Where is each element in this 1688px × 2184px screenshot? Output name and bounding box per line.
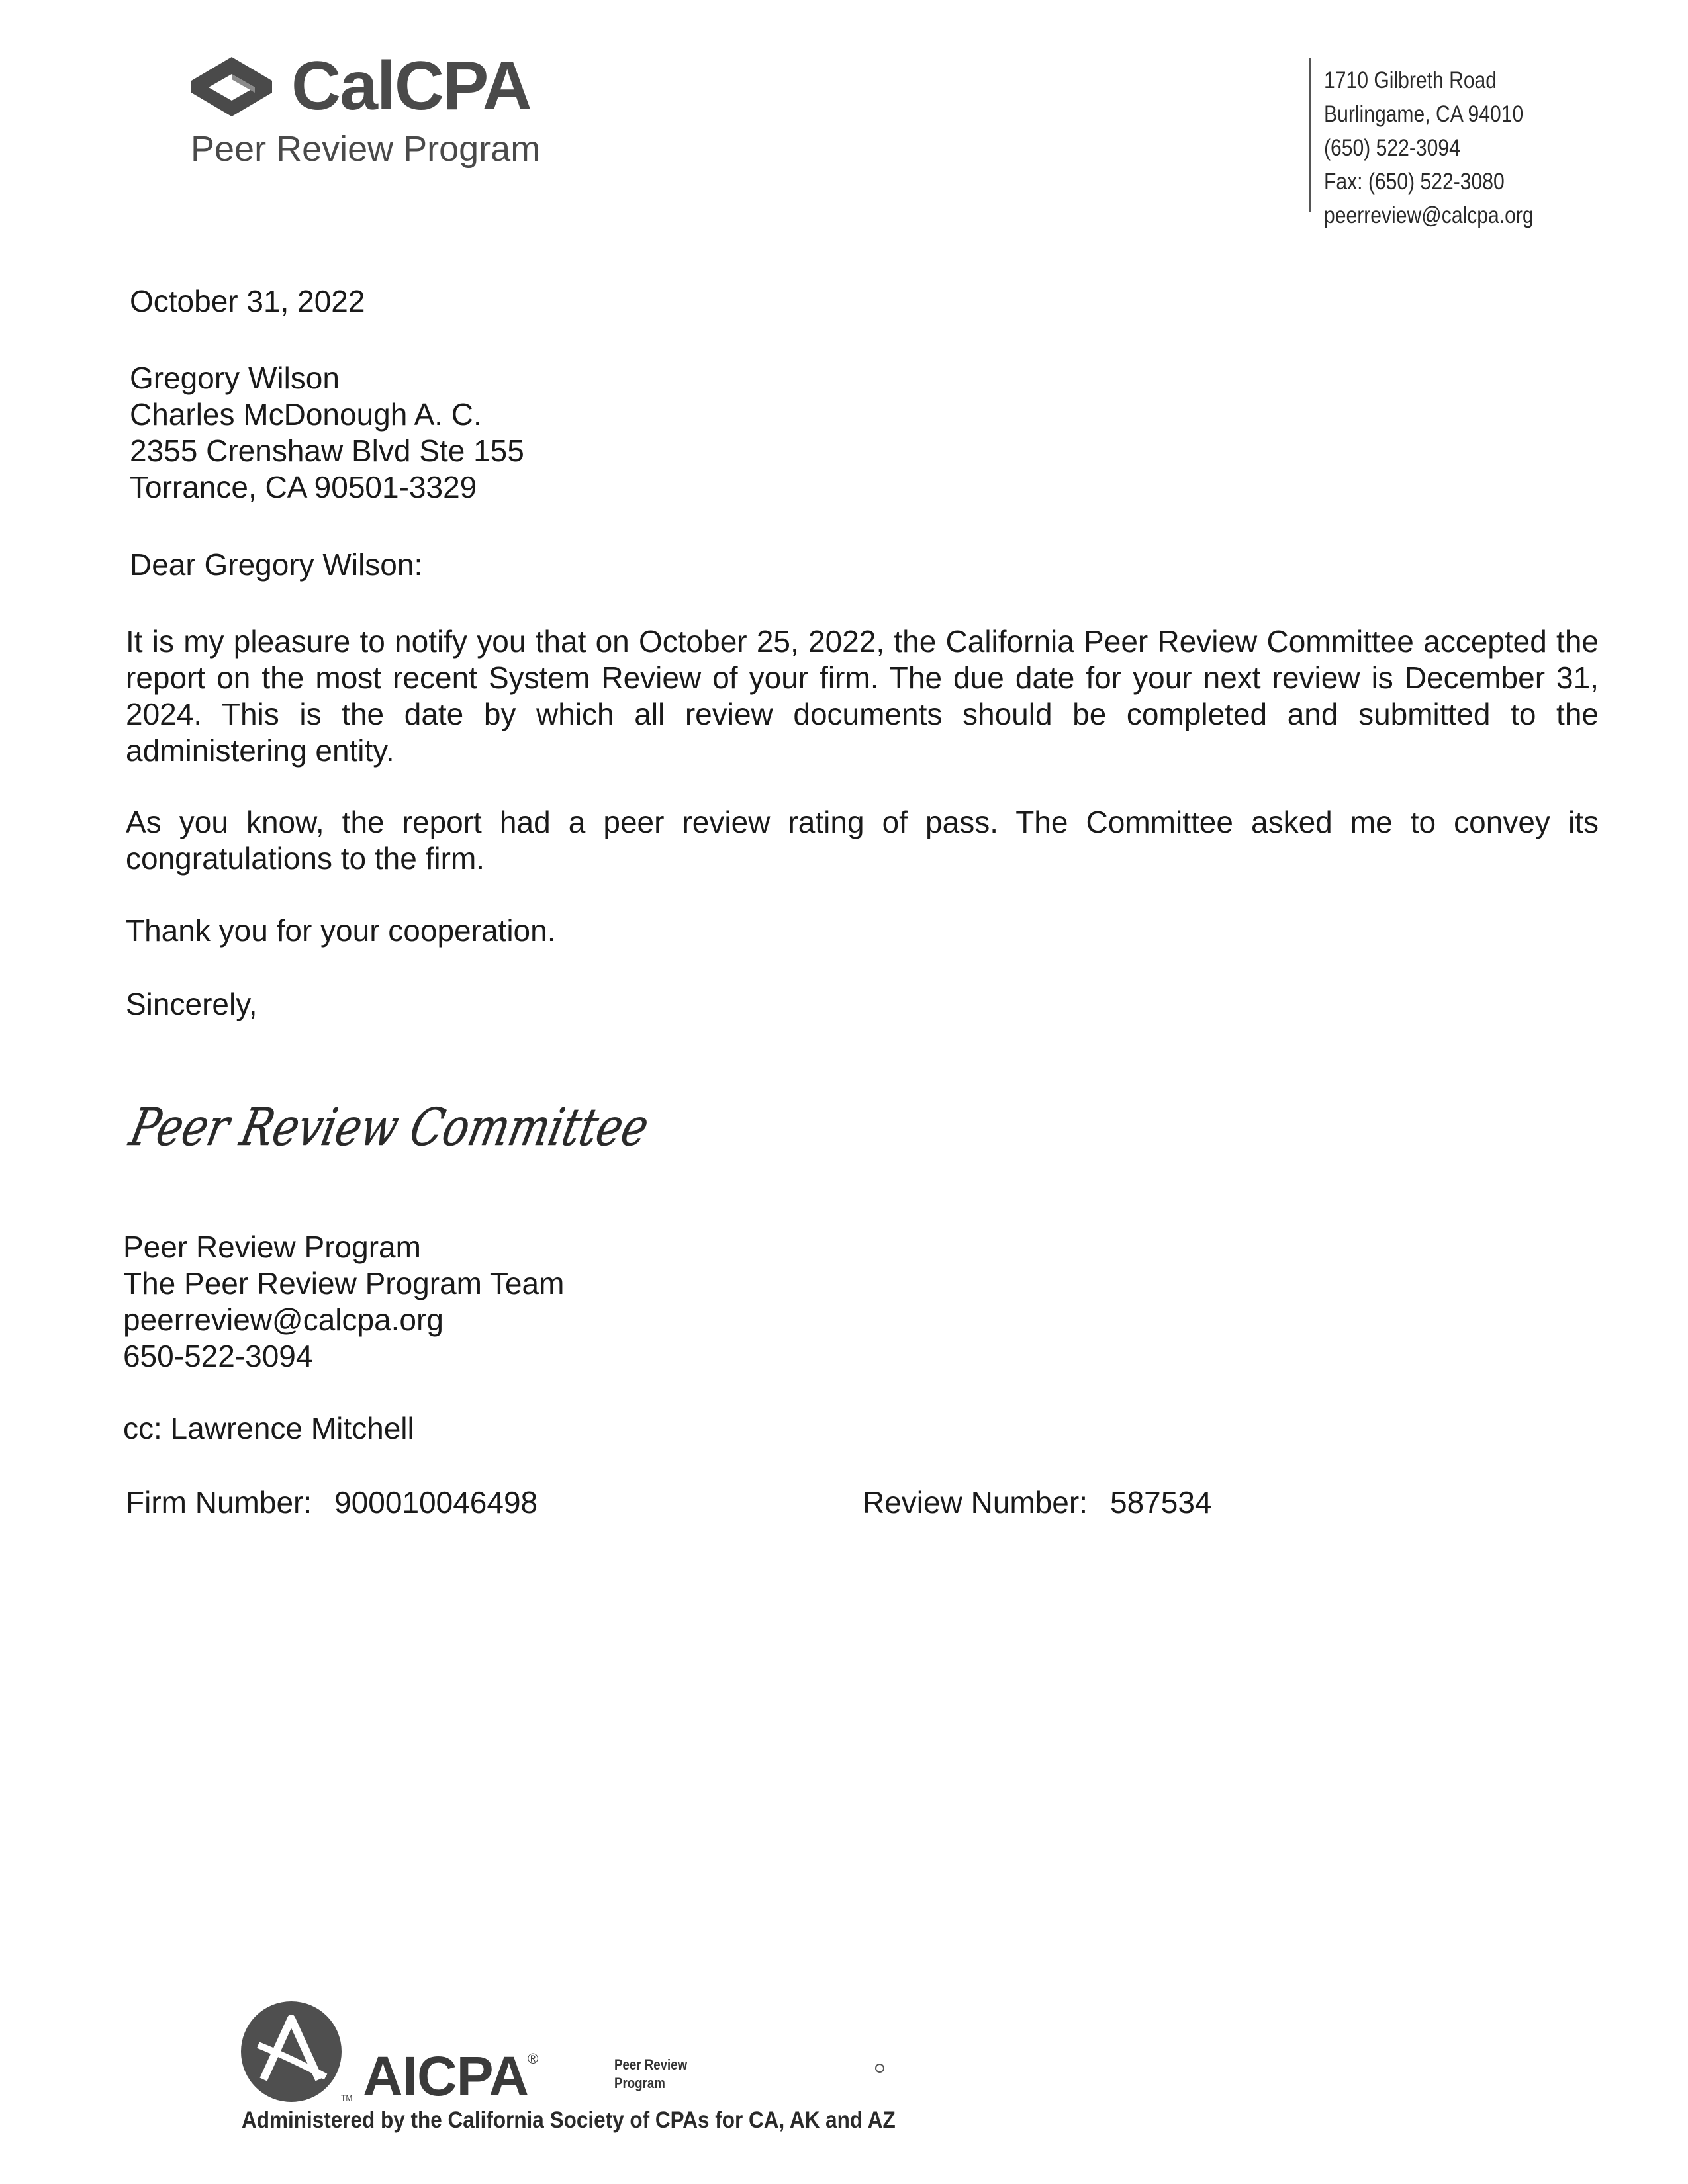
- paragraph-rating: As you know, the report had a peer review rating of pass. The Committee asked me to convey its congratulations to the firm.: [126, 805, 1599, 876]
- sender-email: peerreview@calcpa.org: [123, 1302, 444, 1337]
- firm-number-label: Firm Number:: [126, 1485, 312, 1520]
- sender-team: The Peer Review Program Team: [123, 1266, 565, 1300]
- review-number-label: Review Number:: [863, 1485, 1088, 1520]
- recipient-name: Gregory Wilson: [130, 361, 340, 395]
- calcpa-logo-icon: [189, 54, 275, 127]
- salutation: Dear Gregory Wilson:: [130, 547, 423, 582]
- sender-block: [123, 1229, 564, 1375]
- contact-fax: Fax: (650) 522-3080: [1324, 169, 1505, 195]
- svg-text:Peer Review Committee: Peer Review Committee: [124, 1097, 767, 1158]
- contact-phone: (650) 522-3094: [1324, 135, 1460, 161]
- recipient-street: 2355 Crenshaw Blvd Ste 155: [130, 433, 524, 468]
- logo-subtitle: Peer Review Program: [191, 129, 541, 169]
- recipient-address: [130, 360, 524, 506]
- small-circle-mark: [875, 2064, 884, 2073]
- cc-line: cc: Lawrence Mitchell: [123, 1411, 414, 1445]
- aicpa-program-label: [614, 2056, 687, 2093]
- paragraph-acceptance: It is my pleasure to notify you that on October 25, 2022, the California Peer Review Committee accepted the report on the most recent System Review of your firm. The due date for your next review is December 31, 2024. This is the date by which all review documents should be completed and submitted to the administering entity.: [126, 624, 1599, 768]
- firm-number-value: 900010046498: [334, 1485, 538, 1520]
- recipient-firm: Charles McDonough A. C.: [130, 397, 482, 432]
- review-number: [863, 1484, 1212, 1521]
- closing: Sincerely,: [126, 987, 258, 1021]
- recipient-city: Torrance, CA 90501-3329: [130, 470, 477, 504]
- aicpa-registered-mark: ®: [528, 2050, 539, 2067]
- letter-date: October 31, 2022: [130, 284, 365, 318]
- contact-block: [1324, 64, 1534, 232]
- administered-by-line: Administered by the California Society of CPAs for CA, AK and AZ: [242, 2107, 896, 2133]
- aicpa-trademark: TM: [341, 2093, 353, 2103]
- contact-address-line-2: Burlingame, CA 94010: [1324, 101, 1524, 127]
- firm-number: [126, 1484, 538, 1521]
- sender-program: Peer Review Program: [123, 1230, 421, 1264]
- contact-address-line-1: 1710 Gilbreth Road: [1324, 68, 1497, 93]
- paragraph-thanks: Thank you for your cooperation.: [126, 913, 556, 948]
- aicpa-logo-icon: [238, 1999, 344, 2105]
- review-number-value: 587534: [1110, 1485, 1212, 1520]
- aicpa-program-line-2: Program: [614, 2075, 665, 2091]
- contact-divider: [1309, 58, 1311, 212]
- sender-phone: 650-522-3094: [123, 1339, 313, 1373]
- aicpa-logo-text: AICPA: [363, 2045, 529, 2107]
- calcpa-logo-text: CalCPA: [291, 48, 531, 124]
- signature: [124, 1091, 767, 1170]
- contact-email: peerreview@calcpa.org: [1324, 203, 1534, 228]
- aicpa-program-line-1: Peer Review: [614, 2056, 688, 2073]
